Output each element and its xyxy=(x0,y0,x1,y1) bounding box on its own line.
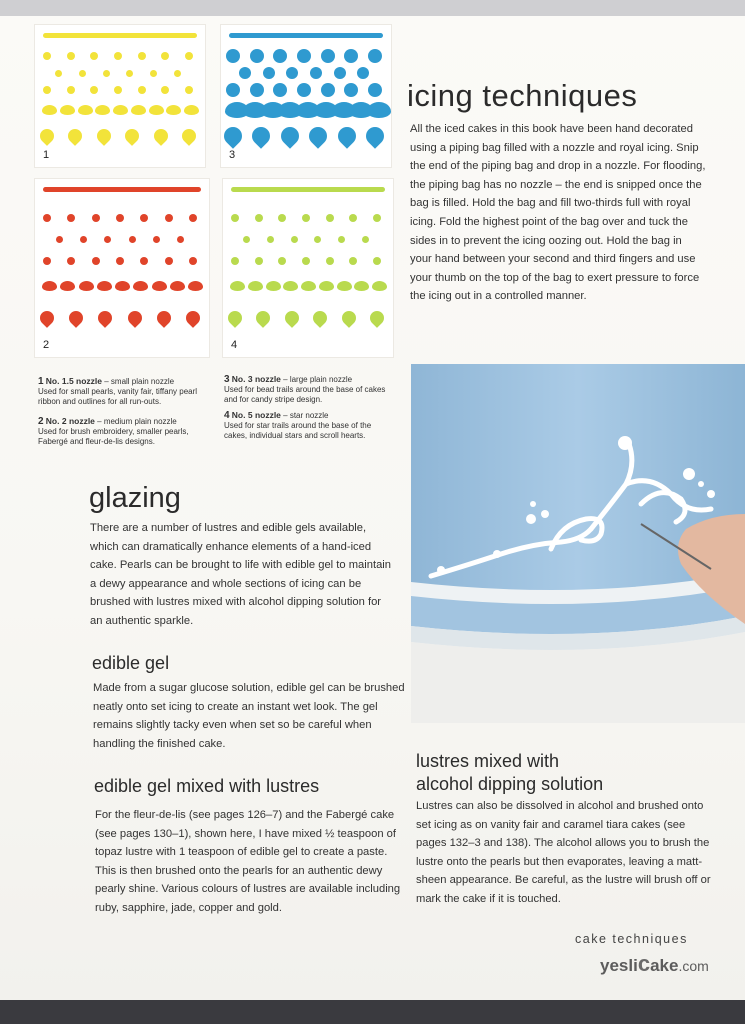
piped-bead xyxy=(97,281,112,291)
piped-pearl xyxy=(297,83,311,97)
scan-top-edge xyxy=(0,0,745,16)
piped-line xyxy=(229,33,383,38)
piped-pearl xyxy=(231,214,239,222)
piped-pearl xyxy=(286,67,298,79)
piped-pearl xyxy=(368,83,382,97)
piped-pearl xyxy=(140,214,148,222)
piped-pearl xyxy=(250,83,264,97)
piped-bead xyxy=(367,102,391,118)
piped-pearl xyxy=(185,86,193,94)
caption-number: 4 xyxy=(224,410,230,421)
piped-heart xyxy=(65,126,85,146)
caption-nozzle-2 xyxy=(38,416,218,447)
piped-pearl xyxy=(189,257,197,265)
piped-pearl xyxy=(92,257,100,265)
piped-heart xyxy=(179,126,199,146)
piped-pearl xyxy=(116,214,124,222)
piped-pearl xyxy=(362,236,369,243)
caption-label: No. 3 nozzle xyxy=(231,374,281,384)
piped-pearl xyxy=(174,70,181,77)
piped-pearl xyxy=(161,52,169,60)
caption-nozzle-4 xyxy=(224,410,392,441)
scan-bottom-edge xyxy=(0,1000,745,1024)
piped-bead xyxy=(337,281,352,291)
piped-pearl xyxy=(177,236,184,243)
piped-pearl xyxy=(138,52,146,60)
piped-pearl xyxy=(226,83,240,97)
section-title-edible-gel-lustres: edible gel mixed with lustres xyxy=(94,776,320,796)
piped-heart xyxy=(339,308,359,328)
piped-pearl xyxy=(273,83,287,97)
piped-pearl xyxy=(291,236,298,243)
piped-bead xyxy=(78,105,93,115)
piped-bead xyxy=(166,105,181,115)
section-title-glazing: glazing xyxy=(89,482,181,514)
section-footer-label: cake techniques xyxy=(575,932,688,946)
piped-bead xyxy=(266,281,281,291)
piped-bead xyxy=(152,281,167,291)
piped-pearl xyxy=(140,257,148,265)
piped-pearl xyxy=(314,236,321,243)
swatch-number: 1 xyxy=(43,149,50,161)
piped-bead xyxy=(248,281,263,291)
icing-techniques-body: All the iced cakes in this book have been hand decorated using a piping bag filled with a nozzle and royal icing. Snip the end of the piping bag and drop in a nozzle. For flooding, the piping bag has no nozzle – the end is snipped once the bag is filled. Hold the bag and fill two-thirds full with royal icing. Fold the highest point of the bag over and tuck the sides in to prevent the icing oozing out. Hold the bag in your hand between your second and third fingers and use your thumb on the top of the bag to exert pressure to force the icing out in a controlled manner. xyxy=(410,123,706,303)
piped-heart xyxy=(362,123,387,148)
caption-desc: – medium plain nozzle xyxy=(94,417,177,426)
piped-pearl xyxy=(349,257,357,265)
piped-bead xyxy=(113,105,128,115)
piped-heart xyxy=(95,308,115,328)
piped-pearl xyxy=(267,236,274,243)
piped-pearl xyxy=(321,49,335,63)
piped-heart xyxy=(249,123,274,148)
piped-heart xyxy=(37,126,57,146)
piped-pearl xyxy=(103,70,110,77)
piped-pearl xyxy=(67,52,75,60)
piped-heart xyxy=(183,308,203,328)
piped-pearl xyxy=(129,236,136,243)
piped-heart xyxy=(125,308,145,328)
piped-bead xyxy=(184,105,199,115)
swatch-number: 2 xyxy=(43,339,50,351)
piped-pearl xyxy=(344,49,358,63)
caption-nozzle-1 xyxy=(38,376,218,407)
piped-pearl xyxy=(326,214,334,222)
caption-nozzle-3 xyxy=(224,374,392,405)
caption-label: No. 1.5 nozzle xyxy=(45,376,103,386)
piped-bead xyxy=(170,281,185,291)
piped-pearl xyxy=(79,70,86,77)
piped-bead xyxy=(60,105,75,115)
piped-line xyxy=(43,187,201,192)
piped-bead xyxy=(283,281,298,291)
caption-detail: Used for small pearls, vanity fair, tiffany pearl ribbon and outlines for all run-outs. xyxy=(38,387,198,406)
piped-pearl xyxy=(357,67,369,79)
section-title-lustres-alcohol xyxy=(416,750,603,796)
watermark-logo xyxy=(600,951,709,977)
piped-bead xyxy=(372,281,387,291)
piped-bead xyxy=(188,281,203,291)
piped-bead xyxy=(301,281,316,291)
piped-pearl xyxy=(302,214,310,222)
piped-pearl xyxy=(239,67,251,79)
piped-heart xyxy=(253,308,273,328)
piped-bead xyxy=(60,281,75,291)
piped-heart xyxy=(282,308,302,328)
piped-pearl xyxy=(80,236,87,243)
lustres-alcohol-title-line2: alcohol dipping solution xyxy=(416,774,604,794)
lustres-alcohol-title-line1: lustres mixed with xyxy=(416,751,560,771)
piped-pearl xyxy=(302,257,310,265)
piped-pearl xyxy=(255,214,263,222)
glazing-body: There are a number of lustres and edible gels available, which can dramatically enhance elements of a hand-iced cake. Pearls can be brought to life with edible gel to maintain a dewy appearance and whole sections of icing can be brushed with lustres mixed with alcohol dipping solution for an authentic sparkle. xyxy=(90,522,391,627)
piped-bead xyxy=(149,105,164,115)
watermark-part: .com xyxy=(678,958,709,974)
watermark-part: c xyxy=(637,951,651,976)
piped-bead xyxy=(115,281,130,291)
piped-pearl xyxy=(226,49,240,63)
watermark-part: ake xyxy=(650,956,679,975)
piped-pearl xyxy=(92,214,100,222)
piped-heart xyxy=(154,308,174,328)
caption-detail: Used for star trails around the base of the cakes, individual stars and scroll hearts. xyxy=(224,421,372,440)
piped-line xyxy=(43,33,197,38)
caption-label: No. 5 nozzle xyxy=(231,410,281,420)
piped-pearl xyxy=(55,70,62,77)
piped-pearl xyxy=(150,70,157,77)
piped-pearl xyxy=(43,257,51,265)
piped-pearl xyxy=(231,257,239,265)
piped-pearl xyxy=(278,214,286,222)
piped-pearl xyxy=(273,49,287,63)
piped-pearl xyxy=(90,86,98,94)
swatch-number: 3 xyxy=(229,149,236,161)
piped-pearl xyxy=(67,257,75,265)
piped-heart xyxy=(37,308,57,328)
piped-pearl xyxy=(321,83,335,97)
watermark-part: yesli xyxy=(600,956,638,975)
piped-bead xyxy=(319,281,334,291)
piped-heart xyxy=(220,123,245,148)
piped-pearl xyxy=(255,257,263,265)
piped-heart xyxy=(151,126,171,146)
piped-bead xyxy=(354,281,369,291)
piped-heart xyxy=(66,308,86,328)
piped-pearl xyxy=(189,214,197,222)
caption-number: 3 xyxy=(224,374,230,385)
piped-pearl xyxy=(373,257,381,265)
caption-number: 2 xyxy=(38,416,44,427)
piped-heart xyxy=(334,123,359,148)
caption-detail: Used for bead trails around the base of cakes and for candy stripe design. xyxy=(224,385,386,404)
piped-pearl xyxy=(250,49,264,63)
caption-number: 1 xyxy=(38,376,44,387)
piped-pearl xyxy=(161,86,169,94)
piped-pearl xyxy=(165,214,173,222)
caption-detail: Used for brush embroidery, smaller pearls, Fabergé and fleur-de-lis designs. xyxy=(38,427,189,446)
piped-pearl xyxy=(104,236,111,243)
piped-pearl xyxy=(349,214,357,222)
piped-bead xyxy=(95,105,110,115)
piped-line xyxy=(231,187,385,192)
piped-pearl xyxy=(114,86,122,94)
piped-pearl xyxy=(368,49,382,63)
piped-bead xyxy=(131,105,146,115)
piped-bead xyxy=(230,281,245,291)
piped-pearl xyxy=(138,86,146,94)
piped-pearl xyxy=(56,236,63,243)
piped-pearl xyxy=(116,257,124,265)
piped-pearl xyxy=(43,86,51,94)
piped-pearl xyxy=(67,86,75,94)
piped-pearl xyxy=(153,236,160,243)
piped-pearl xyxy=(114,52,122,60)
piped-heart xyxy=(305,123,330,148)
piped-heart xyxy=(225,308,245,328)
piped-pearl xyxy=(373,214,381,222)
piped-heart xyxy=(310,308,330,328)
nozzle-swatch-1 xyxy=(34,24,206,168)
piped-pearl xyxy=(344,83,358,97)
piped-pearl xyxy=(334,67,346,79)
caption-desc: – large plain nozzle xyxy=(280,375,353,384)
piped-pearl xyxy=(126,70,133,77)
piped-bead xyxy=(79,281,94,291)
piped-pearl xyxy=(263,67,275,79)
section-title-icing-techniques: icing techniques xyxy=(407,78,638,113)
piped-heart xyxy=(367,308,387,328)
cake-illustration xyxy=(411,364,745,723)
caption-desc: – small plain nozzle xyxy=(102,377,175,386)
piped-pearl xyxy=(243,236,250,243)
piped-pearl xyxy=(43,52,51,60)
swatch-number: 4 xyxy=(231,339,238,351)
caption-label: No. 2 nozzle xyxy=(45,416,95,426)
piped-heart xyxy=(122,126,142,146)
nozzle-swatch-3 xyxy=(220,24,392,168)
piped-pearl xyxy=(90,52,98,60)
caption-desc: – star nozzle xyxy=(280,411,329,420)
edible-gel-body: Made from a sugar glucose solution, edible gel can be brushed neatly onto set icing to create an instant wet look. The gel remains slightly tacky even when set so be careful when handling the finished cake. xyxy=(93,682,405,750)
piped-bead xyxy=(42,281,57,291)
piped-pearl xyxy=(297,49,311,63)
cake-photo xyxy=(411,364,745,723)
nozzle-swatch-4 xyxy=(222,178,394,358)
piped-bead xyxy=(42,105,57,115)
nozzle-swatch-2 xyxy=(34,178,210,358)
section-title-edible-gel: edible gel xyxy=(92,653,170,673)
piped-heart xyxy=(277,123,302,148)
piped-pearl xyxy=(67,214,75,222)
lustres-alcohol-body: Lustres can also be dissolved in alcohol and brushed onto set icing as on vanity fair and caramel tiara cakes (see pages 132–3 and 138). The alcohol allows you to brush the lustre onto the pearls but then evaporates, leaving a matt-sheen appearance. Be careful, as the lustre will brush off or mark the cake if it is touched. xyxy=(416,800,711,905)
piped-heart xyxy=(94,126,114,146)
piped-bead xyxy=(133,281,148,291)
piped-pearl xyxy=(338,236,345,243)
piped-pearl xyxy=(278,257,286,265)
piped-pearl xyxy=(165,257,173,265)
piped-pearl xyxy=(310,67,322,79)
piped-pearl xyxy=(43,214,51,222)
piped-pearl xyxy=(326,257,334,265)
edible-gel-lustres-body: For the fleur-de-lis (see pages 126–7) and the Fabergé cake (see pages 130–1), shown here, I have mixed ½ teaspoon of topaz lustre with 1 teaspoon of edible gel to create a paste. This is then brushed onto the pearls for an authentic dewy pearly shine. Various colours of lustres are available including ruby, sapphire, jade, copper and gold. xyxy=(95,809,401,914)
piped-pearl xyxy=(185,52,193,60)
